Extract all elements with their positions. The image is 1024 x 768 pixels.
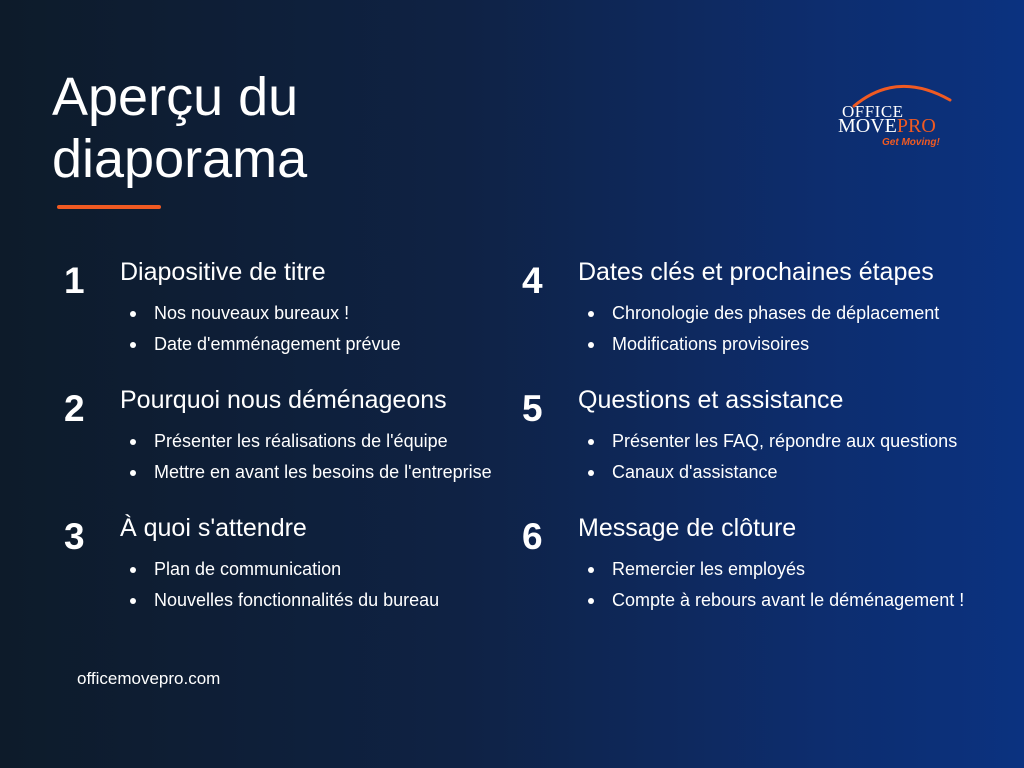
bullet-item: Canaux d'assistance — [584, 457, 957, 488]
slide-title-line-2: diaporama — [52, 129, 308, 189]
section-title: Message de clôture — [578, 514, 797, 542]
section-title: Dates clés et prochaines étapes — [578, 258, 934, 286]
section-bullet-list — [126, 554, 439, 616]
section-number: 2 — [64, 388, 85, 429]
bullet-item: Plan de communication — [126, 554, 439, 585]
title-accent-bar — [57, 205, 161, 209]
bullet-item: Mettre en avant les besoins de l'entreprise — [126, 457, 492, 488]
slide-title-line-1: Aperçu du — [52, 67, 299, 127]
section-number: 3 — [64, 516, 85, 557]
section-bullet-list — [126, 298, 401, 360]
section-number: 1 — [64, 260, 85, 301]
footer-website: officemovepro.com — [77, 669, 221, 688]
bullet-item: Présenter les FAQ, répondre aux questions — [584, 426, 957, 457]
section-title: À quoi s'attendre — [120, 514, 307, 542]
bullet-item: Présenter les réalisations de l'équipe — [126, 426, 492, 457]
bullet-item: Modifications provisoires — [584, 329, 939, 360]
bullet-item: Remercier les employés — [584, 554, 964, 585]
section-title: Questions et assistance — [578, 386, 844, 414]
section-title: Pourquoi nous déménageons — [120, 386, 447, 414]
section-number: 6 — [522, 516, 543, 557]
section-bullet-list — [126, 426, 492, 488]
logo-office-text: OFFICE — [842, 102, 904, 121]
slide-title — [52, 66, 472, 190]
section-bullet-list — [584, 554, 964, 616]
bullet-item: Compte à rebours avant le déménagement ! — [584, 585, 964, 616]
section-title: Diapositive de titre — [120, 258, 326, 286]
section-bullet-list — [584, 298, 939, 360]
logo-tagline: Get Moving! — [882, 137, 940, 148]
bullet-item: Date d'emménagement prévue — [126, 329, 401, 360]
logo-movepro-text: MOVEPRO — [838, 115, 936, 137]
bullet-item: Chronologie des phases de déplacement — [584, 298, 939, 329]
section-number: 4 — [522, 260, 543, 301]
bullet-item: Nos nouveaux bureaux ! — [126, 298, 401, 329]
section-bullet-list — [584, 426, 957, 488]
office-move-pro-logo — [834, 76, 954, 156]
section-number: 5 — [522, 388, 543, 429]
bullet-item: Nouvelles fonctionnalités du bureau — [126, 585, 439, 616]
